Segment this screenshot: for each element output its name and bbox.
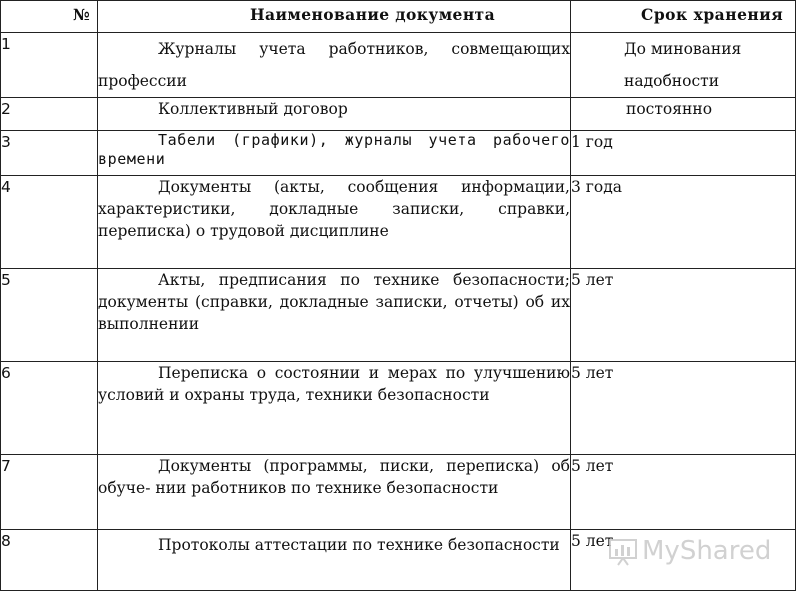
row-document-name-text: Документы (акты, сообщения информации, характеристики, докладные записки, справки, переписка) о трудовой дисциплине [98,178,570,240]
row-document-name-text: Протоколы аттестации по технике безопасности [158,536,560,554]
row-number: 3 [1,131,98,176]
row-number: 7 [1,455,98,530]
row-document-name-text: Коллективный договор [158,100,348,118]
table-row [1,269,796,362]
row-retention-term: 5 лет [571,362,796,455]
table-row [1,33,796,98]
header-retention-term: Срок хранения [571,1,796,33]
row-document-name-text: Журналы учета работников, совмещающих профессии [98,40,570,90]
row-document-name [98,176,571,269]
row-number: 1 [1,33,98,98]
watermark-text: MyShared [642,536,772,566]
row-document-name [98,131,571,176]
row-retention-term: 1 год [571,131,796,176]
row-number: 2 [1,98,98,131]
row-number: 5 [1,269,98,362]
table-row [1,530,796,591]
header-number: № [1,1,98,33]
row-retention-term [571,33,796,98]
row-retention-term: 5 лет [571,269,796,362]
row-document-name [98,33,571,98]
row-retention-term: 5 лет [571,455,796,530]
row-retention-term: 3 года [571,176,796,269]
table-row [1,362,796,455]
header-document-name: Наименование документа [98,1,571,33]
row-document-name [98,98,571,131]
row-number: 4 [1,176,98,269]
row-document-name [98,530,571,591]
table-row [1,131,796,176]
row-number: 8 [1,530,98,591]
row-document-name-text: Акты, предписания по технике безопасности; документы (справки, докладные записки, отчеты) об их выполнении [98,271,570,333]
row-document-name [98,269,571,362]
row-document-name [98,455,571,530]
row-document-name [98,362,571,455]
row-document-name-text: Документы (программы, писки, переписка) об обуче- нии работников по технике безопасности [98,457,570,497]
table-row [1,176,796,269]
row-retention-term: постоянно [571,98,796,131]
table-row [1,455,796,530]
row-document-name-text: Переписка о состоянии и мерах по улучшению условий и охраны труда, техники безопасности [98,364,570,404]
row-retention-term-text: До минования надобности [624,40,742,90]
table-header-row [1,1,796,33]
row-document-name-text: Табели (графики), журналы учета рабочего времени [98,131,570,168]
table-row [1,98,796,131]
row-retention-term: 5 лет [571,530,796,591]
row-number: 6 [1,362,98,455]
